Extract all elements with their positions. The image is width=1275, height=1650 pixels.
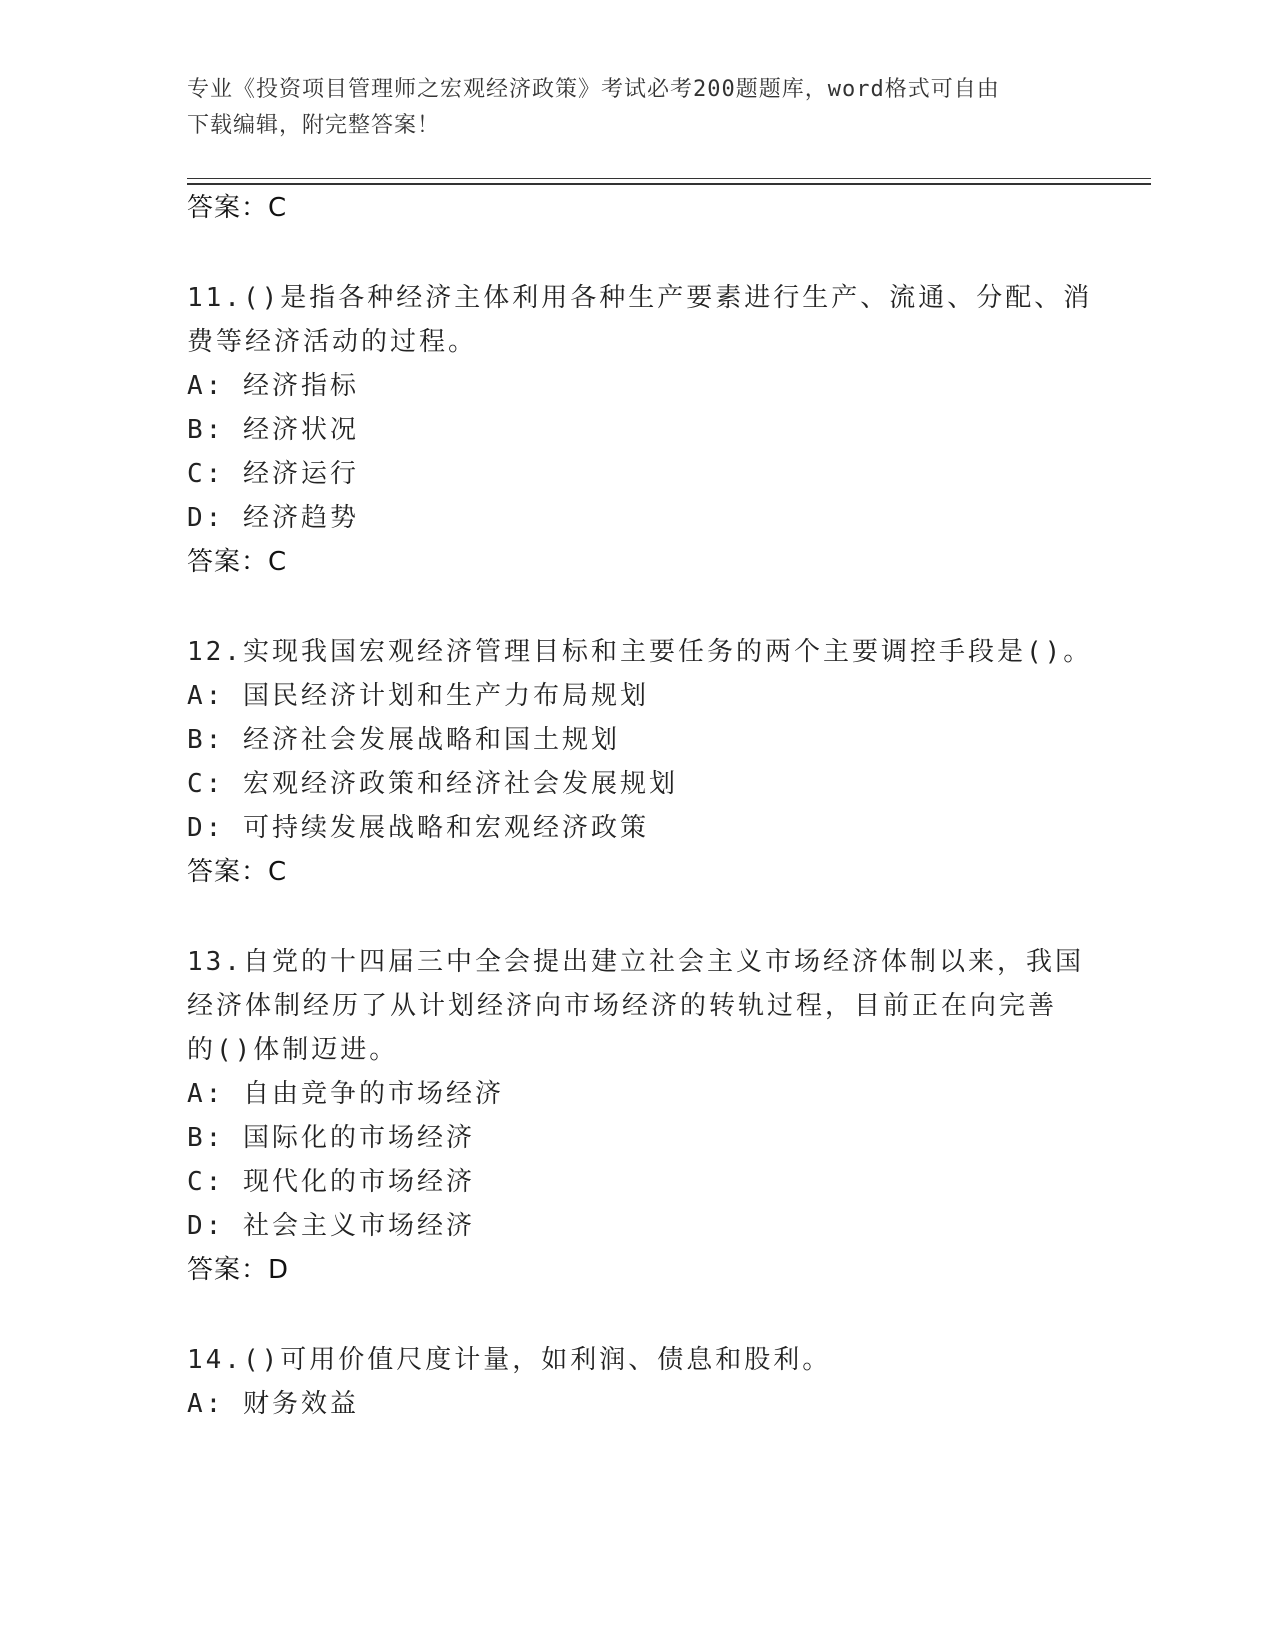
- question-11-option-b: B: 经济状况: [187, 415, 359, 445]
- question-12-option-a: A: 国民经济计划和生产力布局规划: [187, 681, 649, 711]
- question-13-option-a: A: 自由竞争的市场经济: [187, 1079, 504, 1109]
- question-12-answer: 答案：C: [187, 857, 288, 887]
- question-11-stem-line-1: 11.()是指各种经济主体利用各种生产要素进行生产、流通、分配、消: [187, 283, 1093, 313]
- question-12-option-c: C: 宏观经济政策和经济社会发展规划: [187, 769, 678, 799]
- header-line-2: 下载编辑，附完整答案！: [187, 113, 441, 138]
- question-14-stem-line-1: 14.()可用价值尺度计量，如利润、债息和股利。: [187, 1345, 832, 1375]
- question-11-option-d: D: 经济趋势: [187, 503, 359, 533]
- question-14-option-a: A: 财务效益: [187, 1389, 359, 1419]
- header-divider-thin: [187, 178, 1151, 179]
- question-11-stem-line-2: 费等经济活动的过程。: [187, 327, 478, 357]
- question-12-stem-line-1: 12.实现我国宏观经济管理目标和主要任务的两个主要调控手段是()。: [187, 637, 1093, 667]
- question-11-option-a: A: 经济指标: [187, 371, 359, 401]
- question-12-option-b: B: 经济社会发展战略和国土规划: [187, 725, 620, 755]
- header-divider-thick: [187, 183, 1151, 185]
- question-13-option-d: D: 社会主义市场经济: [187, 1211, 475, 1241]
- question-13-stem-line-1: 13.自党的十四届三中全会提出建立社会主义市场经济体制以来，我国: [187, 947, 1084, 977]
- question-11-option-c: C: 经济运行: [187, 459, 359, 489]
- question-11-answer: 答案：C: [187, 547, 288, 577]
- question-13-stem-line-2: 经济体制经历了从计划经济向市场经济的转轨过程，目前正在向完善: [187, 991, 1058, 1021]
- question-13-option-b: B: 国际化的市场经济: [187, 1123, 475, 1153]
- previous-answer: 答案：C: [187, 193, 288, 223]
- question-13-option-c: C: 现代化的市场经济: [187, 1167, 475, 1197]
- document-header: [187, 72, 1067, 144]
- header-line-1: 专业《投资项目管理师之宏观经济政策》考试必考200题题库，word格式可自由: [187, 77, 1000, 102]
- question-13-answer: 答案：D: [187, 1255, 290, 1285]
- question-12-option-d: D: 可持续发展战略和宏观经济政策: [187, 813, 649, 843]
- question-13-stem-line-3: 的()体制迈进。: [187, 1035, 399, 1065]
